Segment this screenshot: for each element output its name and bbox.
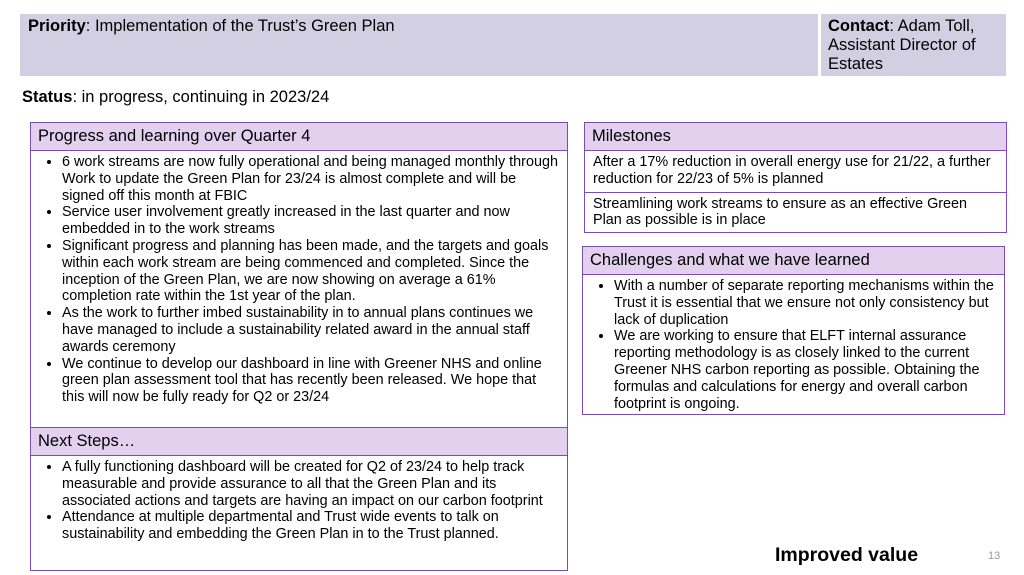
next-steps-title: Next Steps… <box>31 428 567 456</box>
progress-item: • Significant progress and planning has been made, and the targets and goals within each work stream are being commenced and completed. Since the inception of the Green Plan, we are now showing on average a 61% completion rate within the 1st year of the plan. <box>62 238 561 305</box>
contact-label: Contact <box>828 17 890 35</box>
page-number: 13 <box>988 550 1001 562</box>
challenges-list <box>583 275 1004 412</box>
challenges-item: • With a number of separate reporting mechanisms within the Trust it is essential that we ensure not only consistency but lack of duplication <box>614 278 998 328</box>
milestone-item: Streamlining work streams to ensure as an effective Green Plan as possible is in place <box>585 192 1006 234</box>
next-steps-item: • Attendance at multiple departmental and Trust wide events to talk on sustainability and embedding the Green Plan in to the Trust planned. <box>62 509 561 543</box>
challenges-title: Challenges and what we have learned <box>583 247 1004 275</box>
improved-value-label: Improved value <box>775 544 919 566</box>
contact-cell <box>821 14 1006 76</box>
progress-item: • As the work to further imbed sustainability in to annual plans continues we have managed to include a sustainability related award in the annual staff awards ceremony <box>62 305 561 355</box>
status-text: : in progress, continuing in 2023/24 <box>72 88 330 106</box>
progress-item: • Service user involvement greatly increased in the last quarter and now embedded in to the work streams <box>62 204 561 238</box>
priority-cell <box>20 14 818 76</box>
milestones-title: Milestones <box>585 123 1006 150</box>
milestone-item: After a 17% reduction in overall energy use for 21/22, a further reduction for 22/23 of 5% is planned <box>585 150 1006 192</box>
challenges-item: • We are working to ensure that ELFT internal assurance reporting methodology is as closely linked to the current Greener NHS carbon reporting as possible. Obtaining the formulas and calculations for energy and overall carbon footprint is ongoing. <box>614 328 998 412</box>
priority-text: : Implementation of the Trust’s Green Plan <box>85 17 395 35</box>
progress-list <box>31 151 567 406</box>
challenges-panel <box>582 246 1005 415</box>
progress-panel <box>30 122 568 428</box>
next-steps-item: • A fully functioning dashboard will be created for Q2 of 23/24 to help track measurable and provide assurance to all that the Green Plan and its associated actions and targets are having an impact on our carbon footprint <box>62 459 561 509</box>
status-line <box>22 88 329 107</box>
milestones-panel <box>584 122 1007 233</box>
progress-item: • 6 work streams are now fully operational and being managed monthly through Work to update the Green Plan for 23/24 is almost complete and will be signed off this month at FBIC <box>62 154 561 204</box>
contact-text: : Adam Toll, Assistant Director of Estates <box>828 17 976 73</box>
progress-title: Progress and learning over Quarter 4 <box>31 123 567 151</box>
progress-item: • We continue to develop our dashboard in line with Greener NHS and online green plan assessment tool that has recently been released. We hope that this will now be fully ready for Q2 or 23/24 <box>62 356 561 406</box>
priority-label: Priority <box>28 17 86 35</box>
status-label: Status <box>22 88 73 106</box>
next-steps-list <box>31 456 567 543</box>
header-bar <box>20 14 1006 76</box>
next-steps-panel <box>30 427 568 571</box>
